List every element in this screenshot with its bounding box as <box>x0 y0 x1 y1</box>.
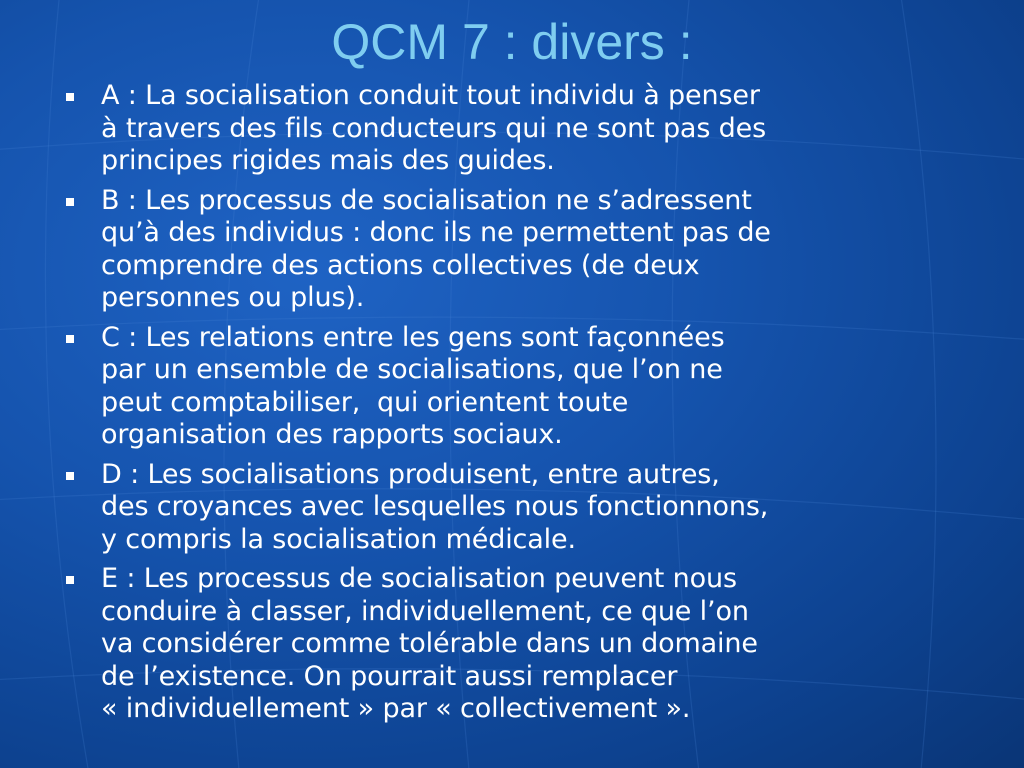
bullet-item-a <box>62 80 982 178</box>
bullet-line: qu’à des individus : donc ils ne permettent pas de <box>101 217 771 248</box>
bullet-line: par un ensemble de socialisations, que l’on ne <box>101 354 723 385</box>
square-bullet-icon <box>66 472 74 480</box>
bullet-line: B : Les processus de socialisation ne s’adressent <box>101 184 752 216</box>
bullet-item-d <box>62 459 982 557</box>
bullet-line: A : La socialisation conduit tout individu à penser <box>101 80 760 111</box>
bullet-line: peut comptabiliser, qui orientent toute <box>101 386 629 418</box>
bullet-line: va considérer comme tolérable dans un domaine <box>101 628 758 659</box>
bullet-line: D : Les socialisations produisent, entre autres, <box>101 458 720 490</box>
square-bullet-icon <box>66 198 74 206</box>
bullet-line: E : Les processus de socialisation peuvent nous <box>101 563 737 594</box>
bullet-item-b <box>62 185 982 315</box>
slide-title: QCM 7 : divers : <box>331 14 693 70</box>
square-bullet-icon <box>66 576 74 584</box>
bullet-line: des croyances avec lesquelles nous fonctionnons, <box>101 491 769 522</box>
bullet-line: comprendre des actions collectives (de deux <box>101 249 700 281</box>
bullet-text <box>101 563 982 726</box>
bullet-line: de l’existence. On pourrait aussi remplacer <box>101 660 678 692</box>
bullet-line: principes rigides mais des guides. <box>101 145 555 176</box>
bullet-line: personnes ou plus). <box>101 282 365 313</box>
bullet-list <box>62 80 982 733</box>
bullet-text <box>101 80 982 178</box>
bullet-text <box>101 185 982 315</box>
square-bullet-icon <box>66 335 74 343</box>
bullet-item-c <box>62 322 982 452</box>
bullet-line: conduire à classer, individuellement, ce que l’on <box>101 595 749 627</box>
square-bullet-icon <box>66 93 74 101</box>
bullet-line: C : Les relations entre les gens sont façonnées <box>101 321 725 353</box>
bullet-line: organisation des rapports sociaux. <box>101 419 563 450</box>
bullet-text <box>101 322 982 452</box>
bullet-line: « individuellement » par « collectivement ». <box>101 693 691 724</box>
bullet-line: y compris la socialisation médicale. <box>101 523 576 555</box>
bullet-item-e <box>62 563 982 726</box>
bullet-text <box>101 459 982 557</box>
bullet-line: à travers des fils conducteurs qui ne sont pas des <box>101 112 767 144</box>
